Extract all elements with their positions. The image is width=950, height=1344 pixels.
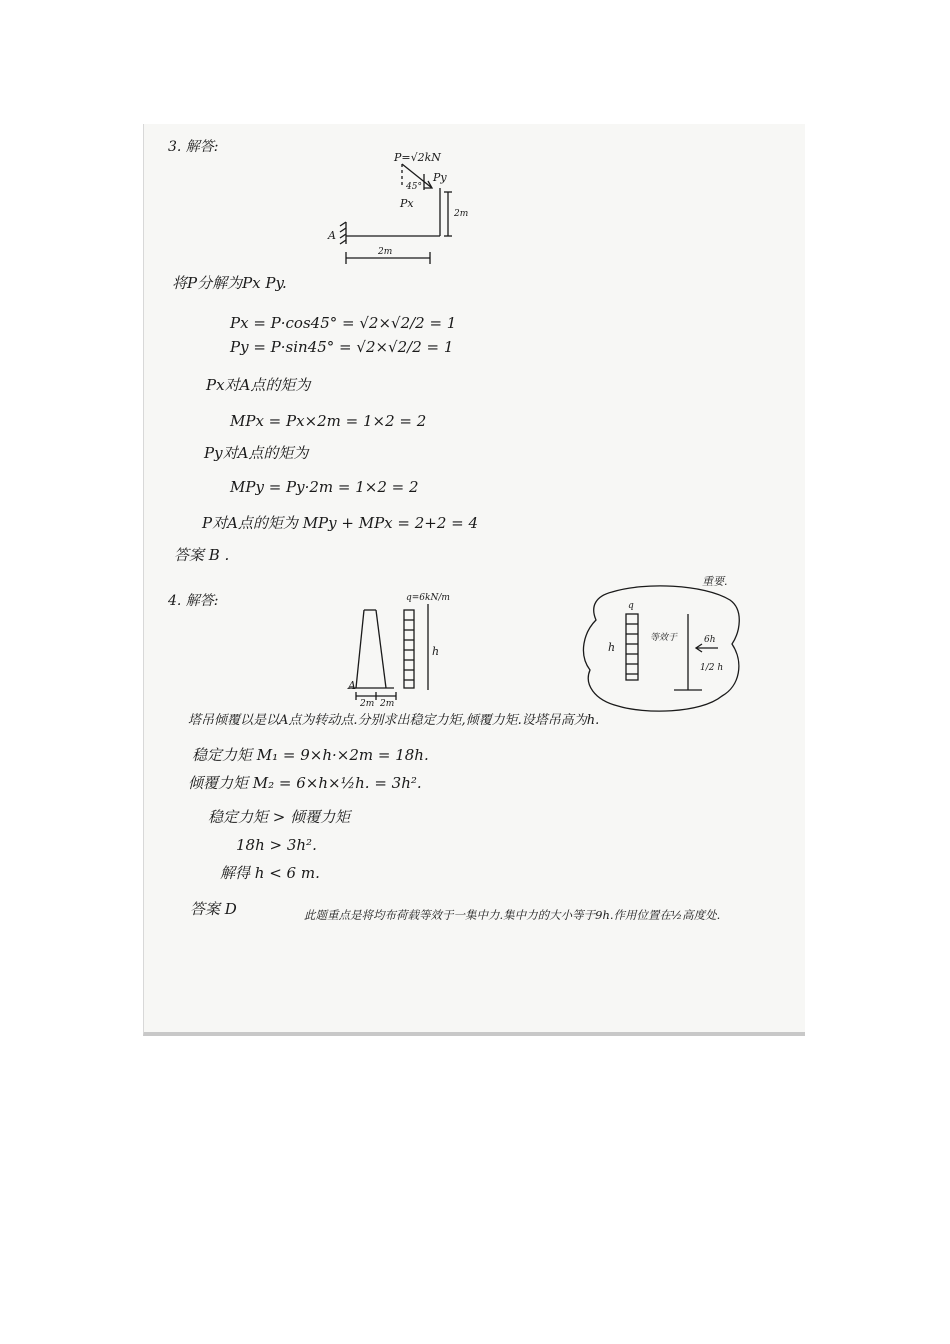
q4-line-2: 稳定力矩 M₁ = 9×h·×2m = 18h.	[192, 746, 429, 764]
q4-q-label: q=6kN/m	[406, 593, 450, 603]
q3-a-label: A	[328, 229, 336, 242]
bubble-equiv-label: 等效于	[650, 633, 678, 643]
q4-heading: 4. 解答:	[168, 593, 219, 609]
q3-angle-label: 45°	[406, 182, 422, 192]
q4-line-4: 稳定力矩 > 倾覆力矩	[208, 808, 351, 826]
q3-height-label: 2m	[454, 209, 469, 219]
q4-w2-label: 2m	[380, 699, 395, 709]
q3-line-6: Py对A点的矩为	[204, 444, 309, 462]
q4-note: 此题重点是将均布荷载等效于一集中力.集中力的大小等于9h.作用位置在½高度处.	[304, 908, 721, 922]
q4-w1-label: 2m	[360, 699, 375, 709]
q3-line-5: MPx = Px×2m = 1×2 = 2	[230, 412, 427, 430]
q3-line-3: Py = P·sin45° = √2×√2/2 = 1	[230, 338, 454, 356]
q3-p-label: P=√2kN	[394, 151, 441, 164]
q3-base-label: 2m	[378, 247, 393, 257]
q4-line-6: 解得 h < 6 m.	[220, 864, 320, 882]
q3-line-2: Px = P·cos45° = √2×√2/2 = 1	[230, 314, 457, 332]
q3-py-label: Py	[433, 171, 447, 184]
q3-line-8: P对A点的矩为 MPy + MPx = 2+2 = 4	[202, 514, 479, 532]
q3-px-label: Px	[400, 197, 414, 210]
bubble-half-label: 1/2 h	[700, 663, 724, 673]
q4-h-label: h	[432, 645, 440, 658]
q3-line-1: 将P分解为Px Py.	[172, 274, 287, 292]
bubble-q-label: q	[628, 601, 634, 611]
q4-line-5: 18h > 3h².	[236, 836, 317, 854]
q4-line-1: 塔吊倾覆以是以A点为转动点.分别求出稳定力矩,倾覆力矩.设塔吊高为h.	[188, 713, 600, 728]
scanned-page	[143, 124, 805, 1036]
q3-answer: 答案 B .	[174, 546, 230, 564]
bubble-h-label: h	[608, 641, 616, 654]
bubble-title: 重要.	[702, 575, 728, 588]
q4-answer: 答案 D	[190, 900, 237, 918]
q3-line-4: Px对A点的矩为	[206, 376, 311, 394]
q4-a-label: A	[348, 679, 356, 692]
q3-line-7: MPy = Py·2m = 1×2 = 2	[230, 478, 419, 496]
bubble-force-label: 6h	[704, 635, 716, 645]
q4-line-3: 倾覆力矩 M₂ = 6×h×½h. = 3h².	[188, 774, 422, 792]
q3-heading: 3. 解答:	[168, 139, 219, 155]
